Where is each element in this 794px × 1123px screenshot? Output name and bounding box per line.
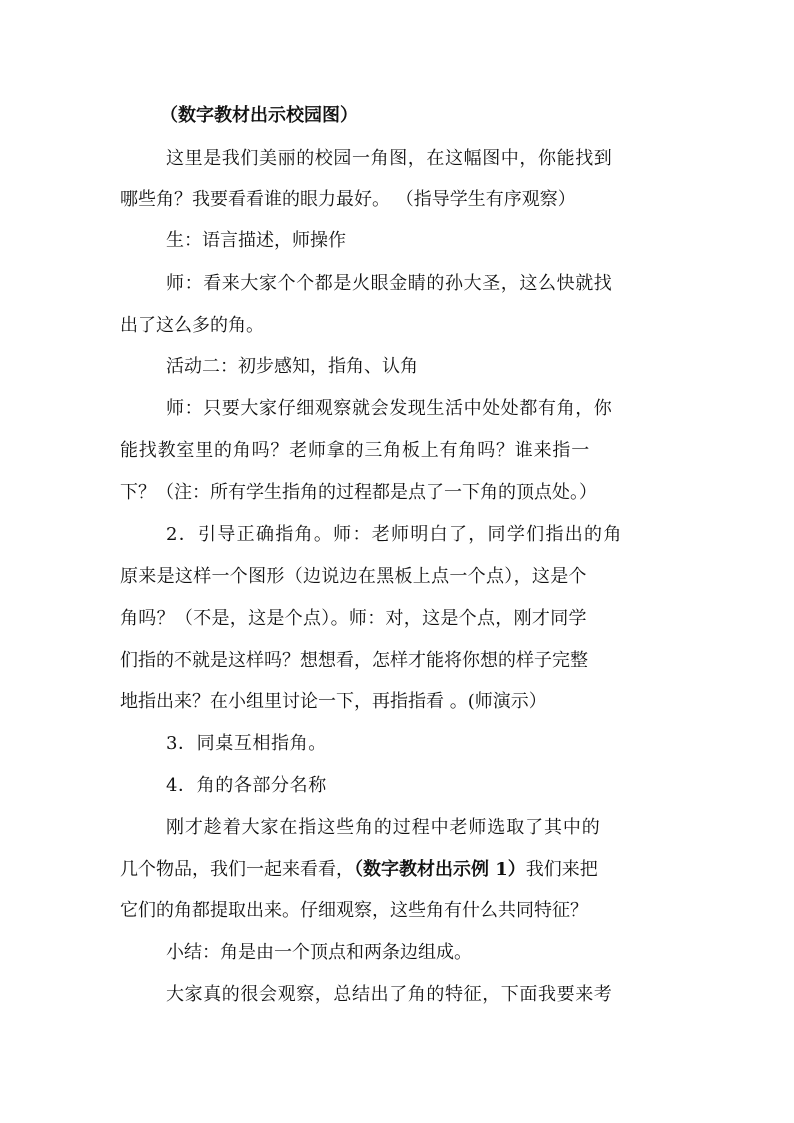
paragraph-line: 生：语言描述，师操作: [166, 230, 346, 251]
paragraph-line: 师：看来大家个个都是火眼金睛的孙大圣，这么快就找: [166, 273, 613, 294]
inline-bold-reference: （数字教材出示例 1）: [354, 859, 526, 880]
paragraph-line: 出了这么多的角。: [120, 315, 264, 336]
paragraph-line: 4．角的各部分名称: [166, 775, 327, 796]
paragraph-line: 这里是我们美丽的校园一角图，在这幅图中，你能找到: [166, 148, 613, 169]
paragraph-line: 能找教室里的角吗？老师拿的三角板上有角吗？谁来指一: [120, 440, 590, 461]
paragraph-line: 大家真的很会观察，总结出了角的特征，下面我要来考: [166, 984, 613, 1005]
paragraph-line: 小结：角是由一个顶点和两条边组成。: [166, 942, 472, 963]
inline-text: 几个物品，我们一起来看看，: [120, 859, 354, 880]
paragraph-line: 原来是这样一个图形（边说边在黑板上点一个点），这是个: [120, 566, 587, 587]
paragraph-line: 师：只要大家仔细观察就会发现生活中处处都有角，你: [166, 398, 613, 419]
paragraph-line: 地指出来？在小组里讨论一下，再指指看 。(师演示）: [120, 691, 547, 712]
section-heading: （数字教材出示校园图）: [160, 105, 358, 126]
paragraph-line: 下？（注：所有学生指角的过程都是点了一下角的顶点处。）: [120, 482, 597, 503]
paragraph-line: 3．同桌互相指角。: [166, 733, 327, 754]
paragraph-line: 2．引导正确指角。师：老师明白了，同学们指出的角: [166, 524, 623, 545]
paragraph-line: [120, 858, 598, 882]
paragraph-line: 们指的不就是这样吗？想想看，怎样才能将你想的样子完整: [120, 650, 588, 671]
paragraph-line: 哪些角？我要看看谁的眼力最好。 （指导学生有序观察）: [120, 189, 576, 210]
paragraph-line: 活动二：初步感知，指角、认角: [166, 356, 418, 377]
inline-text: 我们来把: [525, 859, 598, 880]
paragraph-line: 它们的角都提取出来。仔细观察，这些角有什么共同特征？: [120, 900, 588, 921]
paragraph-line: 角吗？（不是，这是个点）。师：对，这是个点，刚才同学: [120, 608, 587, 629]
paragraph-line: 刚才趁着大家在指这些角的过程中老师选取了其中的: [166, 817, 601, 838]
